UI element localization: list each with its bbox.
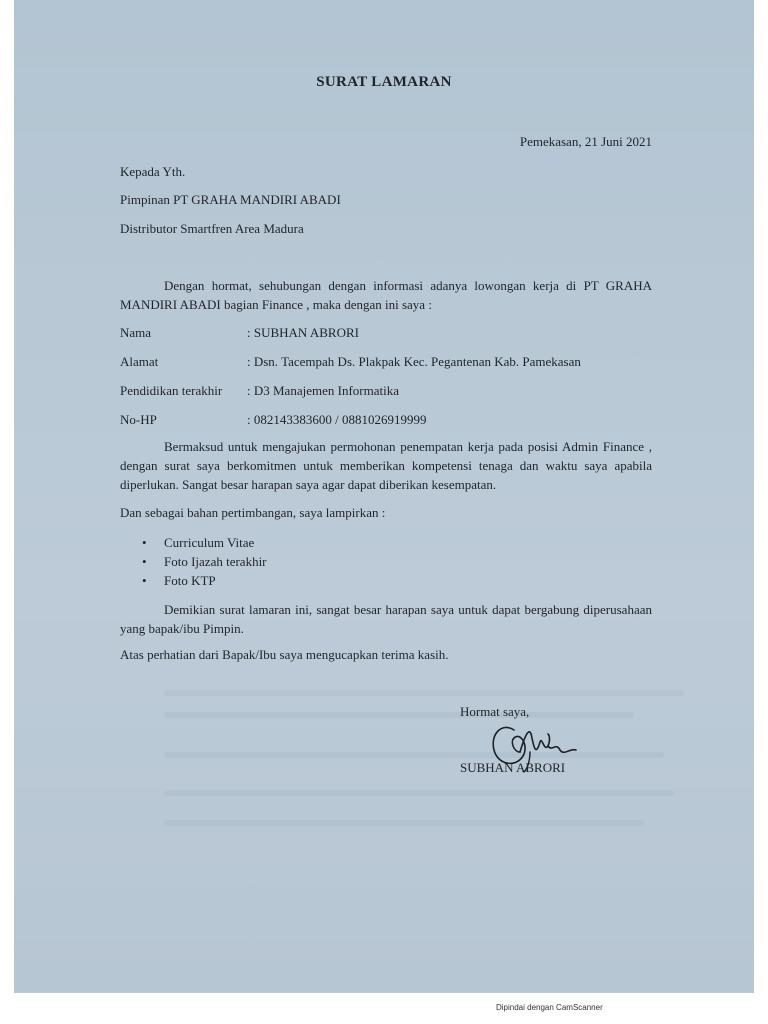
field-label-nohp: No-HP	[120, 412, 157, 427]
list-item	[136, 552, 267, 571]
letter-title: SURAT LAMARAN	[316, 74, 452, 90]
list-item	[136, 533, 267, 552]
show-through-mark	[164, 820, 644, 826]
signer-name: SUBHAN ABRORI	[460, 760, 566, 775]
attachment-label: Curriculum Vitae	[164, 535, 255, 550]
field-label-pendidikan: Pendidikan terakhir	[120, 383, 223, 398]
thanks-line: Atas perhatian dari Bapak/Ibu saya mengucapkan terima kasih.	[120, 647, 449, 662]
field-value-nama: : SUBHAN ABRORI	[247, 325, 359, 340]
field-label-nama: Nama	[120, 325, 152, 340]
closing-paragraph: Demikian surat lamaran ini, sangat besar harapan saya untuk dapat bergabung diperusahaan yang bapak/ibu Pimpin.	[120, 602, 652, 636]
field-value-pendidikan: : D3 Manajemen Informatika	[247, 383, 399, 398]
scanner-watermark: Dipindai dengan CamScanner	[496, 1003, 603, 1012]
attachment-label: Foto KTP	[164, 573, 216, 588]
field-label-alamat: Alamat	[120, 354, 159, 369]
field-value-alamat: : Dsn. Tacempah Ds. Plakpak Kec. Pegantenan Kab. Pamekasan	[247, 354, 581, 369]
sign-off: Hormat saya,	[460, 704, 530, 719]
show-through-mark	[164, 752, 664, 758]
bullet: •	[142, 535, 147, 550]
bullet: •	[142, 573, 147, 588]
recipient-line-2: Distributor Smartfren Area Madura	[120, 221, 304, 236]
letter-paper	[14, 0, 754, 993]
opening-paragraph: Dengan hormat, sehubungan dengan informasi adanya lowongan kerja di PT GRAHA MANDIRI ABADI bagian Finance , maka dengan ini saya :	[120, 278, 652, 312]
bullet: •	[142, 554, 147, 569]
show-through-mark	[164, 690, 684, 696]
intent-paragraph: Bermaksud untuk mengajukan permohonan penempatan kerja pada posisi Admin Finance , dengan surat saya berkomitmen untuk memberikan kompetensi tenaga dan waktu saya apabila diperlukan. Sangat besar harapan saya agar dapat diberikan kesempatan.	[120, 439, 652, 492]
show-through-mark	[164, 790, 674, 796]
field-value-nohp: : 082143383600 / 0881026919999	[247, 412, 427, 427]
scanned-page	[14, 0, 754, 993]
attachments-list	[136, 533, 267, 590]
attachment-label: Foto Ijazah terakhir	[164, 554, 267, 569]
attachments-intro: Dan sebagai bahan pertimbangan, saya lampirkan :	[120, 505, 386, 520]
recipient-line-1: Pimpinan PT GRAHA MANDIRI ABADI	[120, 192, 341, 207]
place-date: Pemekasan, 21 Juni 2021	[519, 134, 652, 149]
recipient-salutation: Kepada Yth.	[120, 164, 186, 179]
list-item	[136, 571, 267, 590]
